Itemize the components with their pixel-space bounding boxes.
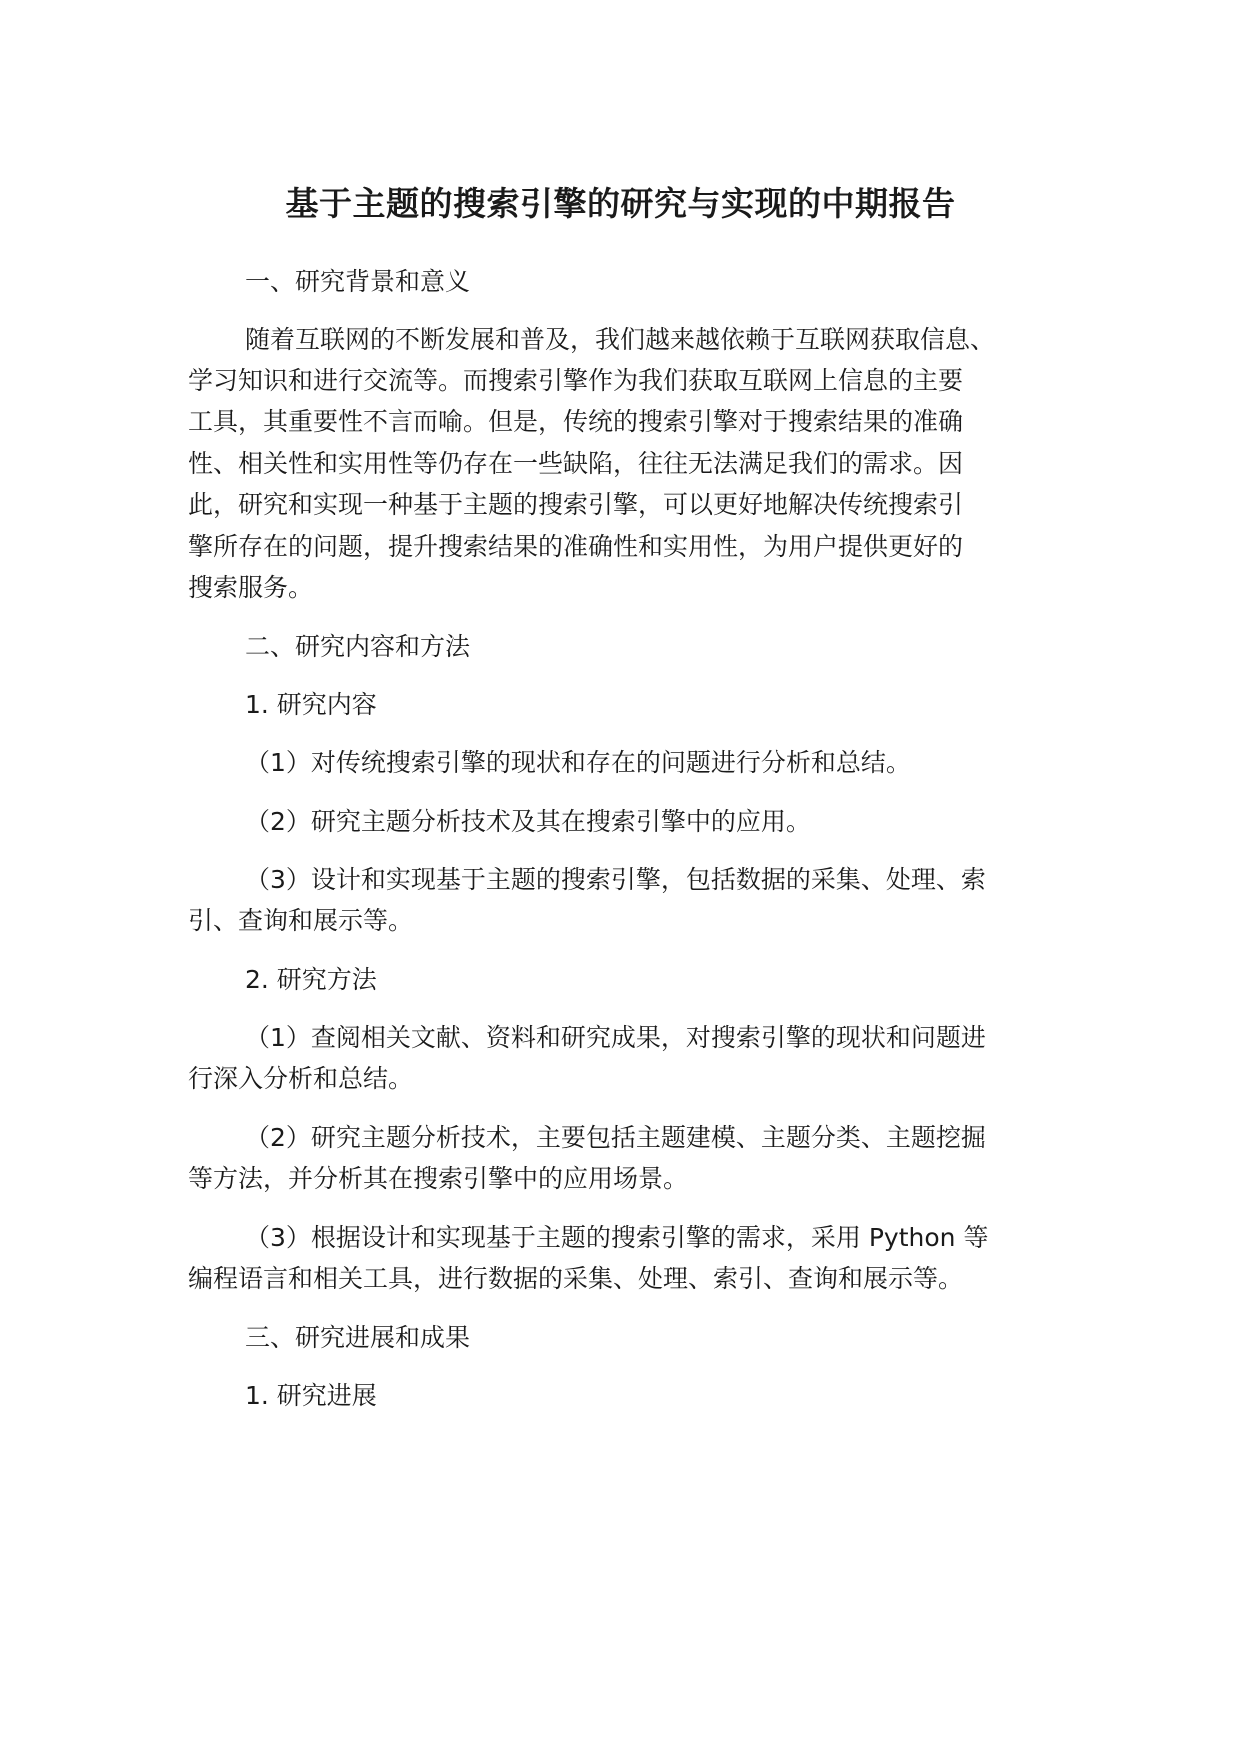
paragraph-line: 此，研究和实现一种基于主题的搜索引擎，可以更好地解决传统搜索引 [188,490,964,519]
list-item-continuation: 等方法，并分析其在搜索引擎中的应用场景。 [188,1164,689,1193]
paragraph-line: 学习知识和进行交流等。而搜索引擎作为我们获取互联网上信息的主要 [188,366,964,395]
document-title: 基于主题的搜索引擎的研究与实现的中期报告 [285,184,956,223]
list-item: （2）研究主题分析技术，主要包括主题建模、主题分类、主题挖掘 [245,1123,986,1152]
paragraph-line: 随着互联网的不断发展和普及，我们越来越依赖于互联网获取信息、 [245,325,996,354]
list-item: （3）根据设计和实现基于主题的搜索引擎的需求，采用 Python 等 [245,1223,989,1252]
list-item: （2）研究主题分析技术及其在搜索引擎中的应用。 [245,807,811,836]
section-heading-content-methods: 二、研究内容和方法 [245,632,471,661]
section-heading-progress: 三、研究进展和成果 [245,1323,471,1352]
paragraph-line: 性、相关性和实用性等仍存在一些缺陷，往往无法满足我们的需求。因 [188,449,964,478]
list-item-continuation: 行深入分析和总结。 [188,1064,414,1093]
subsection-heading: 1. 研究内容 [245,690,377,719]
list-item: （3）设计和实现基于主题的搜索引擎，包括数据的采集、处理、索 [245,865,986,894]
subsection-heading: 2. 研究方法 [245,965,377,994]
list-item: （1）对传统搜索引擎的现状和存在的问题进行分析和总结。 [245,748,911,777]
list-item-continuation: 引、查询和展示等。 [188,906,414,935]
paragraph-line: 搜索服务。 [188,573,314,602]
paragraph-line: 工具，其重要性不言而喻。但是，传统的搜索引擎对于搜索结果的准确 [188,407,964,436]
section-heading-background: 一、研究背景和意义 [245,267,471,296]
list-item-continuation: 编程语言和相关工具，进行数据的采集、处理、索引、查询和展示等。 [188,1264,964,1293]
subsection-heading: 1. 研究进展 [245,1381,377,1410]
list-item: （1）查阅相关文献、资料和研究成果，对搜索引擎的现状和问题进 [245,1023,986,1052]
paragraph-line: 擎所存在的问题，提升搜索结果的准确性和实用性，为用户提供更好的 [188,532,964,561]
